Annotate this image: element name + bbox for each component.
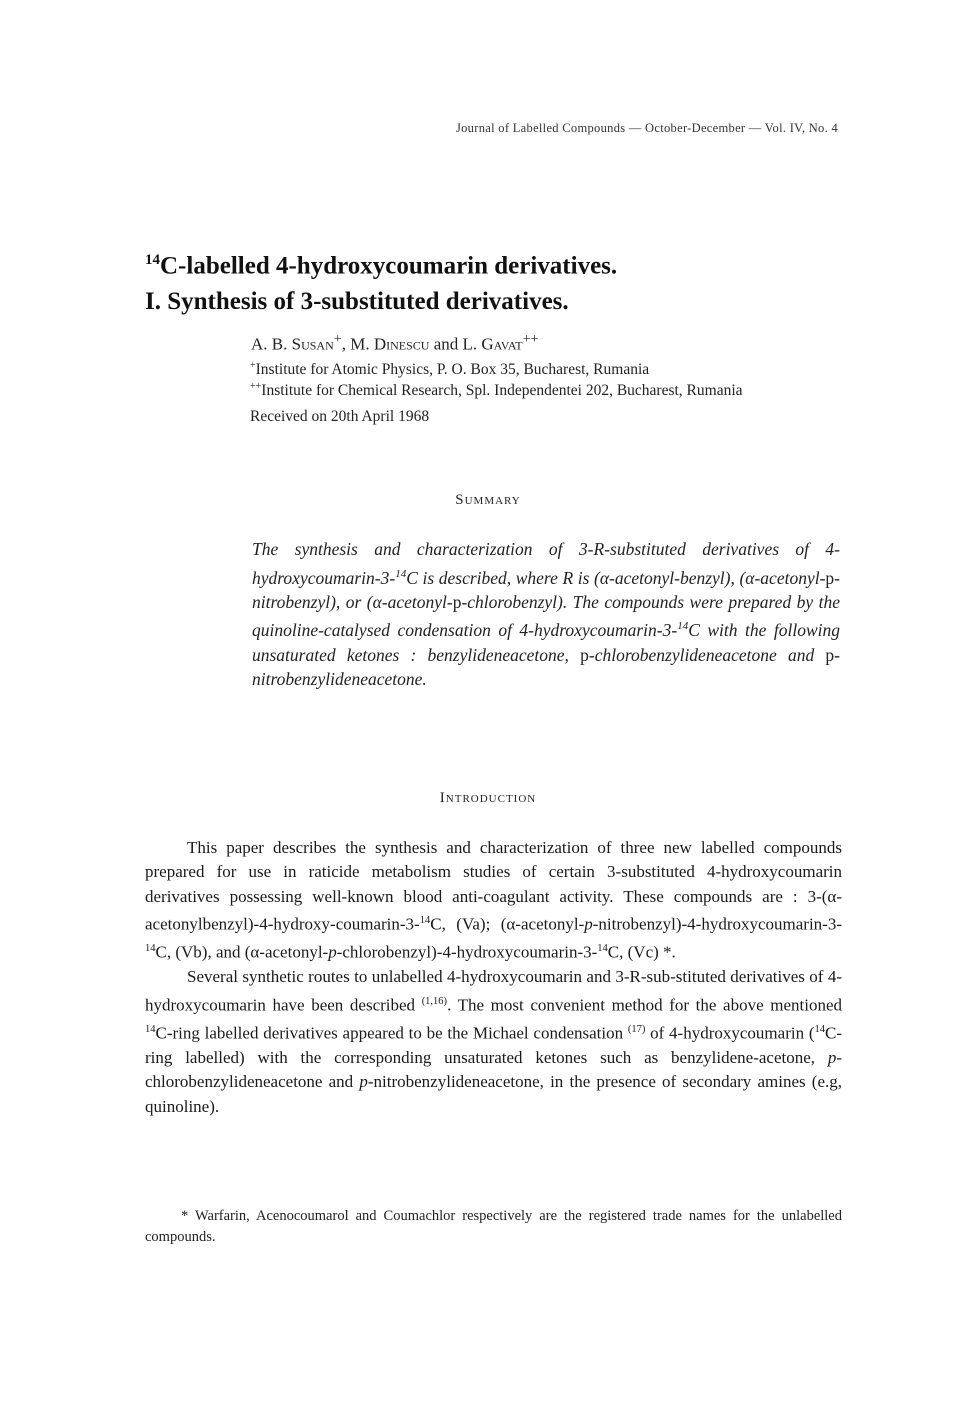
para-prefix: p: [580, 644, 589, 665]
text-fragment: C, (Vb), and (α-acetonyl-: [155, 942, 329, 962]
author-dinescu: M. Dinescu: [350, 334, 430, 354]
summary-text: [252, 537, 840, 692]
title-isotope-superscript: 14: [145, 252, 160, 268]
text-fragment: -chlorobenzyl)-4-hydroxycoumarin-3-: [336, 942, 598, 962]
paper-title: [145, 242, 845, 320]
text-fragment: -nitrobenzylideneacetone, in the presence of secondary amines (e.g, quinoline).: [145, 1072, 842, 1116]
author-gavat-mark: ++: [522, 331, 539, 347]
affiliation-1-text: Institute for Atomic Physics, P. O. Box 35, Bucharest, Rumania: [255, 361, 650, 379]
text-fragment: -chlorobenzylideneacetone and: [145, 1047, 842, 1092]
text-fragment: C, (Vc) *.: [607, 942, 676, 962]
isotope-superscript: 14: [677, 620, 689, 633]
text-fragment: -nitrobenzyl)-4-hydroxycoumarin-3-: [592, 914, 842, 934]
affiliation-2-mark: ++: [250, 381, 262, 392]
summary-heading: Summary: [455, 492, 521, 508]
affiliation-2: [250, 381, 743, 400]
isotope-superscript: 14: [814, 1023, 825, 1035]
running-head: Journal of Labelled Compounds — October-December — Vol. IV, No. 4: [455, 121, 838, 135]
text-fragment: Several synthetic routes to unlabelled 4-hydroxycoumarin and 3-R-sub-stituted derivatives of 4-hydroxycoumarin have been described: [145, 967, 842, 1015]
para-prefix: p: [825, 644, 835, 665]
text-fragment: C, (Va); (α-acetonyl-: [430, 914, 585, 934]
summary-fragment: -chlorobenzyl). The compounds were prepared by the quinoline-catalysed condensation of 4-hydroxycoumarin-3-: [252, 591, 840, 641]
summary-fragment: The synthesis and characterization of 3-R-substituted derivatives of 4-hydroxycoumarin-3-: [252, 539, 840, 588]
author-separator: and: [429, 334, 463, 354]
title-line-1-text: C-labelled 4-hydroxycoumarin derivatives.: [160, 252, 618, 280]
reference-citation: (1,16): [421, 995, 448, 1007]
text-fragment: C-ring labelled) with the corresponding unsaturated ketones such as benzylidene-acetone,: [145, 1023, 842, 1067]
summary-fragment: C is described, where R is (α-acetonyl-benzyl), (α-acetonyl-: [406, 567, 826, 588]
text-fragment: This paper describes the synthesis and characterization of three new labelled compounds prepared for use in raticide metabolism studies of certain 3-substituted 4-hydroxycoumarin derivatives possessing well-known blood anti-coagulant activity. These compounds are : 3-(α-acetonylbenzyl)-4-hydroxy-coumarin-3-: [145, 838, 842, 934]
summary-fragment: -nitrobenzyl), or (α-acetonyl-: [252, 567, 840, 612]
author-susan: A. B. Susan: [251, 334, 334, 354]
summary-fragment: -chlorobenzylideneacetone and: [588, 644, 826, 665]
para-prefix: p: [827, 1047, 837, 1067]
introduction-body: [145, 836, 842, 1119]
author-separator: ,: [341, 334, 351, 354]
text-fragment: C-ring labelled derivatives appeared to be the Michael condensation: [155, 1023, 628, 1043]
introduction-paragraph-2: [145, 965, 842, 1119]
isotope-superscript: 14: [145, 1023, 156, 1035]
para-prefix: p: [452, 591, 462, 612]
isotope-superscript: 14: [145, 943, 156, 955]
introduction-paragraph-1: [145, 836, 842, 965]
isotope-superscript: 14: [395, 567, 407, 580]
text-fragment: . The most convenient method for the above mentioned: [447, 995, 843, 1015]
introduction-heading: Introduction: [439, 790, 537, 806]
para-prefix: p: [359, 1072, 368, 1092]
footnote: * Warfarin, Acenocoumarol and Coumachlor respectively are the registered trade names for the unlabelled compounds.: [145, 1208, 842, 1245]
title-line-2: I. Synthesis of 3-substituted derivatives.: [145, 288, 569, 316]
affiliation-1-mark: +: [250, 360, 256, 371]
author-list: [251, 331, 539, 355]
para-prefix: p: [825, 567, 835, 588]
para-prefix: p: [328, 942, 337, 962]
reference-citation: (17): [627, 1023, 646, 1035]
para-prefix: p: [584, 914, 593, 934]
isotope-superscript: 14: [419, 915, 431, 927]
isotope-superscript: 14: [597, 943, 608, 955]
affiliation-1: [250, 360, 649, 379]
summary-fragment: -nitrobenzylideneacetone.: [252, 644, 840, 690]
author-gavat: L. Gavat: [462, 334, 523, 354]
affiliation-2-text: Institute for Chemical Research, Spl. Independentei 202, Bucharest, Rumania: [261, 382, 743, 400]
summary-fragment: C with the following unsaturated ketones : benzylideneacetone,: [252, 620, 840, 665]
received-date: Received on 20th April 1968: [250, 408, 430, 425]
author-susan-mark: +: [333, 331, 342, 347]
title-line-1: [145, 242, 845, 284]
text-fragment: of 4-hydroxycoumarin (: [645, 1023, 815, 1043]
